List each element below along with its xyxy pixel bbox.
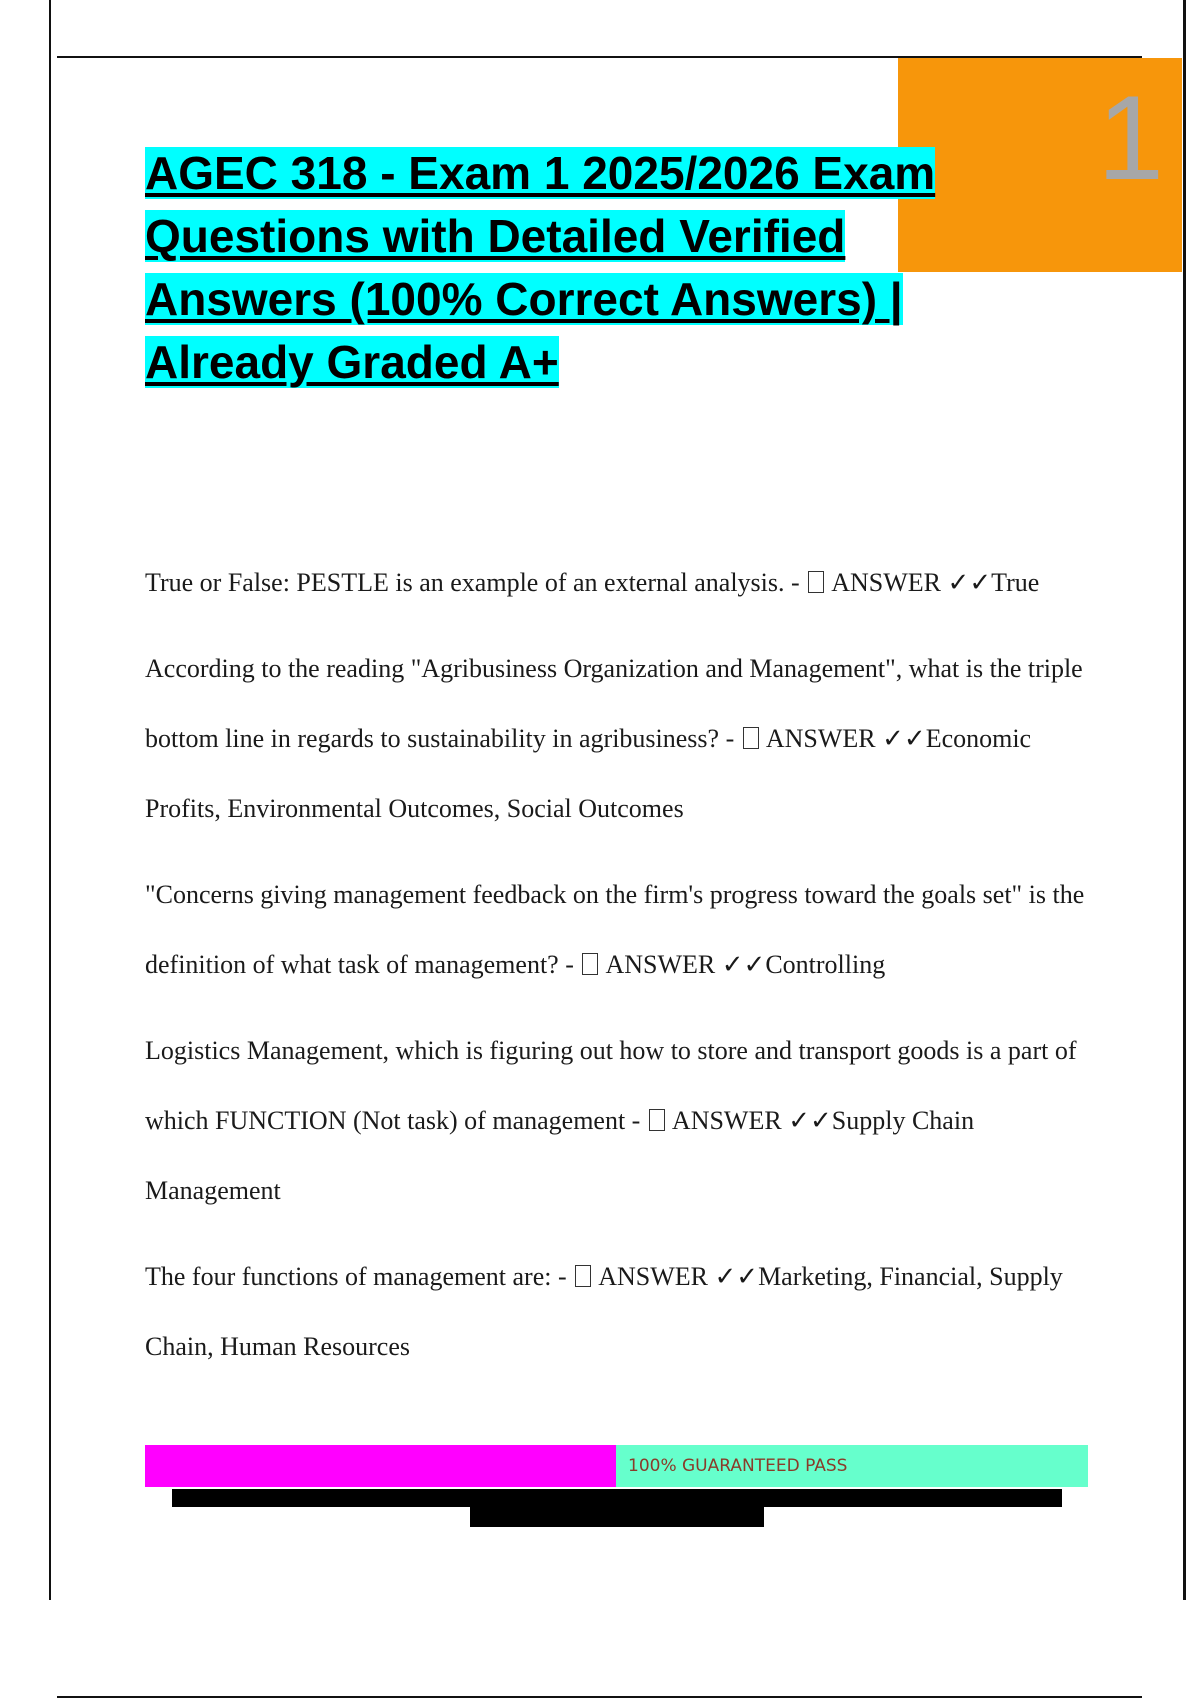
title-line: Answers (100% Correct Answers) |	[145, 273, 903, 325]
answer-text: Controlling	[765, 950, 886, 979]
qa-item	[145, 548, 1090, 618]
check-icon: ✓✓	[947, 568, 992, 597]
answer-label: ANSWER	[831, 568, 942, 597]
qa-item	[145, 1016, 1090, 1226]
question-text: The four functions of management are: -	[145, 1262, 567, 1291]
title-line: Already Graded A+	[145, 336, 559, 388]
answer-text: Supply Chain Management	[145, 1106, 975, 1205]
left-border-line	[49, 0, 51, 1600]
missing-glyph-icon	[582, 953, 598, 975]
footer-pink-block	[145, 1445, 616, 1487]
qa-item	[145, 634, 1090, 844]
missing-glyph-icon	[649, 1109, 665, 1131]
question-text: "Concerns giving management feedback on the firm's progress toward the goals set" is the definition of what task of management? -	[145, 880, 1085, 979]
answer-text: True	[991, 568, 1040, 597]
qa-item	[145, 1242, 1090, 1382]
missing-glyph-icon	[743, 727, 759, 749]
document-title	[145, 142, 1005, 394]
check-icon: ✓✓	[882, 724, 926, 753]
answer-text: Economic Profits, Environmental Outcomes, Social Outcomes	[145, 724, 1032, 823]
question-text: According to the reading "Agribusiness Organization and Management", what is the triple bottom line in regards to sustainability in agribusiness? -	[145, 654, 1083, 753]
answer-label: ANSWER	[765, 724, 876, 753]
qa-list	[145, 548, 1090, 1398]
check-icon: ✓✓	[714, 1262, 759, 1291]
check-icon: ✓✓	[788, 1106, 832, 1135]
redaction-bar	[470, 1505, 764, 1527]
check-icon: ✓✓	[721, 950, 766, 979]
answer-label: ANSWER	[671, 1106, 782, 1135]
footer-banner	[145, 1445, 1088, 1487]
bottom-rule	[57, 1696, 1142, 1698]
answer-label: ANSWER	[598, 1262, 708, 1291]
missing-glyph-icon	[575, 1265, 591, 1287]
qa-item	[145, 860, 1090, 1000]
title-line: Questions with Detailed Verified	[145, 210, 846, 262]
answer-text: Marketing, Financial, Supply Chain, Human Resources	[145, 1262, 1063, 1361]
missing-glyph-icon	[808, 571, 824, 593]
question-text: True or False: PESTLE is an example of an external analysis. -	[145, 568, 800, 597]
question-text: Logistics Management, which is figuring out how to store and transport goods is a part of which FUNCTION (Not task) of management -	[145, 1036, 1077, 1135]
page-number: 1	[1097, 71, 1164, 205]
answer-label: ANSWER	[605, 950, 716, 979]
right-border-line	[1183, 0, 1186, 1600]
title-line: AGEC 318 - Exam 1 2025/2026 Exam	[145, 147, 936, 199]
footer-banner-text: 100% GUARANTEED PASS	[616, 1445, 1088, 1487]
